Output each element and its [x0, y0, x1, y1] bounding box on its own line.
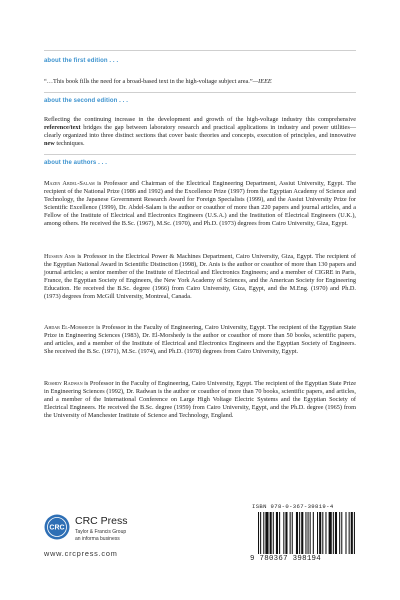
barcode-bar [299, 512, 300, 554]
authors-heading: about the authors . . . [44, 160, 107, 166]
section-divider [44, 50, 356, 51]
barcode-bar [322, 512, 323, 554]
barcode-bar [279, 512, 280, 554]
author-bio-radwan [44, 380, 356, 420]
barcode-bar [290, 512, 291, 554]
barcode-digits: 9 780367 398194 [250, 555, 322, 563]
barcode-bar [258, 512, 259, 554]
reference-text-bold: reference/text [44, 124, 81, 132]
quote-source: —IEEE [252, 78, 272, 85]
barcode-bar [349, 512, 350, 554]
publisher-tagline: an informa business [75, 536, 120, 542]
barcode-bar [263, 512, 264, 554]
publisher-url: www.crcpress.com [44, 549, 118, 558]
author-name: Ahdab El-Morshedy [44, 324, 95, 331]
publisher-name: CRC Press [75, 515, 128, 527]
barcode-bar [265, 512, 268, 554]
publisher-group: Taylor & Francis Group [75, 529, 127, 535]
barcode-bar [270, 512, 272, 554]
logo-text: CRC [49, 524, 65, 532]
first-edition-quote [44, 78, 356, 86]
barcode-bar [313, 512, 314, 554]
barcode-bar [351, 512, 353, 554]
isbn-barcode [258, 512, 356, 554]
barcode-bar [296, 512, 298, 554]
barcode-bar [285, 512, 287, 554]
author-bio-abdel-salam [44, 180, 356, 229]
barcode-bar [325, 512, 326, 554]
barcode-bar [305, 512, 306, 554]
author-bio-text: is Professor in the Faculty of Engineering, Cairo University, Egypt. The recipient of the Egyptian State Prize in Engineering Sciences (1983), Dr. El-Morshedy is the author or coauthor of more than 50 books, scientific papers, and articles, and a member of the Institute of Electrical and Electronics Engineers and the Egyptian Society of Engineers. She received the B.Sc. (1971), M.Sc. (1974), and Ph.D. (1978) degrees from Cairo University, Egypt. [44, 324, 357, 356]
barcode-bar [310, 512, 311, 554]
barcode-bar [354, 512, 355, 554]
second-edition-text [44, 116, 356, 148]
author-name: Hussein Anis [44, 253, 76, 260]
section-divider [44, 92, 356, 93]
second-edition-text-part: bridges the gap between laboratory research and practical applications in industry and power utilities—clearly organized into three distinct sections that cover basic theories and concepts, execution of principles, and innovative [44, 124, 356, 140]
author-name: Roshdy Radwan [44, 380, 83, 387]
second-edition-text-part: Reflecting the continuing increase in the development and growth of the high-voltage industry this comprehensive [44, 116, 356, 123]
barcode-bar [301, 512, 303, 554]
barcode-bar [276, 512, 278, 554]
isbn-label: ISBN 978-0-367-39819-4 [252, 503, 334, 510]
first-edition-heading: about the first edition . . . [44, 58, 119, 64]
barcode-bar [273, 512, 274, 554]
barcode-bar [317, 512, 318, 554]
second-edition-heading: about the second edition . . . [44, 98, 129, 104]
barcode-bar [335, 512, 337, 554]
author-bio-text: is Professor and Chairman of the Electrical Engineering Department, Assiut University, Egypt. The recipient of the National Prize (1986 and 1992) and the Excellence Prize (1997) from the Egyptian Academy of Science and Technology, the Japanese Government Research Award for Foreign Specialists (1999), and the Assiut University Prize for Scientific Excellence (1999), Dr. Abdel-Salam is the author or coauthor of more than 220 papers and journal articles, and a Fellow of the Institute of Electrical and Electronics Engineers (U.S.A.) and the Institution of Electrical Engineers (U.K.), among others. He received the B.Sc. (1967), M.Sc. (1970), and Ph.D. (1973) degrees from Cairo University, Giza, Egypt. [44, 180, 357, 228]
author-name: Mazen Abdel-Salam [44, 180, 95, 187]
crc-press-logo-icon [44, 514, 70, 540]
barcode-bar [319, 512, 321, 554]
barcode-bar [333, 512, 334, 554]
barcode-bar [292, 512, 293, 554]
second-edition-text-part: techniques. [54, 140, 85, 148]
barcode-bar [345, 512, 346, 554]
barcode-bar [341, 512, 342, 554]
author-bio-anis [44, 253, 356, 302]
barcode-bar [329, 512, 332, 554]
barcode-bar [283, 512, 284, 554]
barcode-bar [260, 512, 261, 554]
author-bio-el-morshedy [44, 324, 356, 356]
quote-text: “…This book fills the need for a broad-based text in the high-voltage subject area.” [44, 78, 253, 85]
barcode-bar [308, 512, 309, 554]
author-bio-text: is Professor in the Faculty of Engineering, Cairo University, Egypt. The recipient of the Egyptian State Prize in Engineering Sciences (1992), Dr. Radwan is the author or coauthor of more than 70 books, scientific papers, and articles, and a member of the International Conference on Large High Voltage Electric Systems and the Egyptian Society of Electrical Engineers. He received the B.Sc. degree (1959) from Cairo University, Egypt, and the Ph.D. degree (1965) from the University of Manchester Institute of Science and Technology, England. [44, 380, 356, 420]
section-divider [44, 154, 356, 155]
new-bold: new [44, 140, 55, 148]
author-bio-text: is Professor in the Electrical Power & Machines Department, Cairo University, Giza, Egypt. The recipient of the Egyptian National Award in Scientific Distinction (1998), Dr. Anis is the author or coauthor of more than 130 papers and journal articles; a senior member of the Institute of Electrical and Electronics Engineers; and a member of CIGRE in Paris, France, the Egyptian Society of Engineers, the New York Academy of Sciences, and the American Society for Engineering Education. He received the B.Sc. degree (1966) from Cairo University, Giza, Egypt, and the M.Eng. (1970) and Ph.D. (1973) degrees from McGill University, Montreal, Canada. [44, 253, 356, 301]
barcode-bar [339, 512, 340, 554]
